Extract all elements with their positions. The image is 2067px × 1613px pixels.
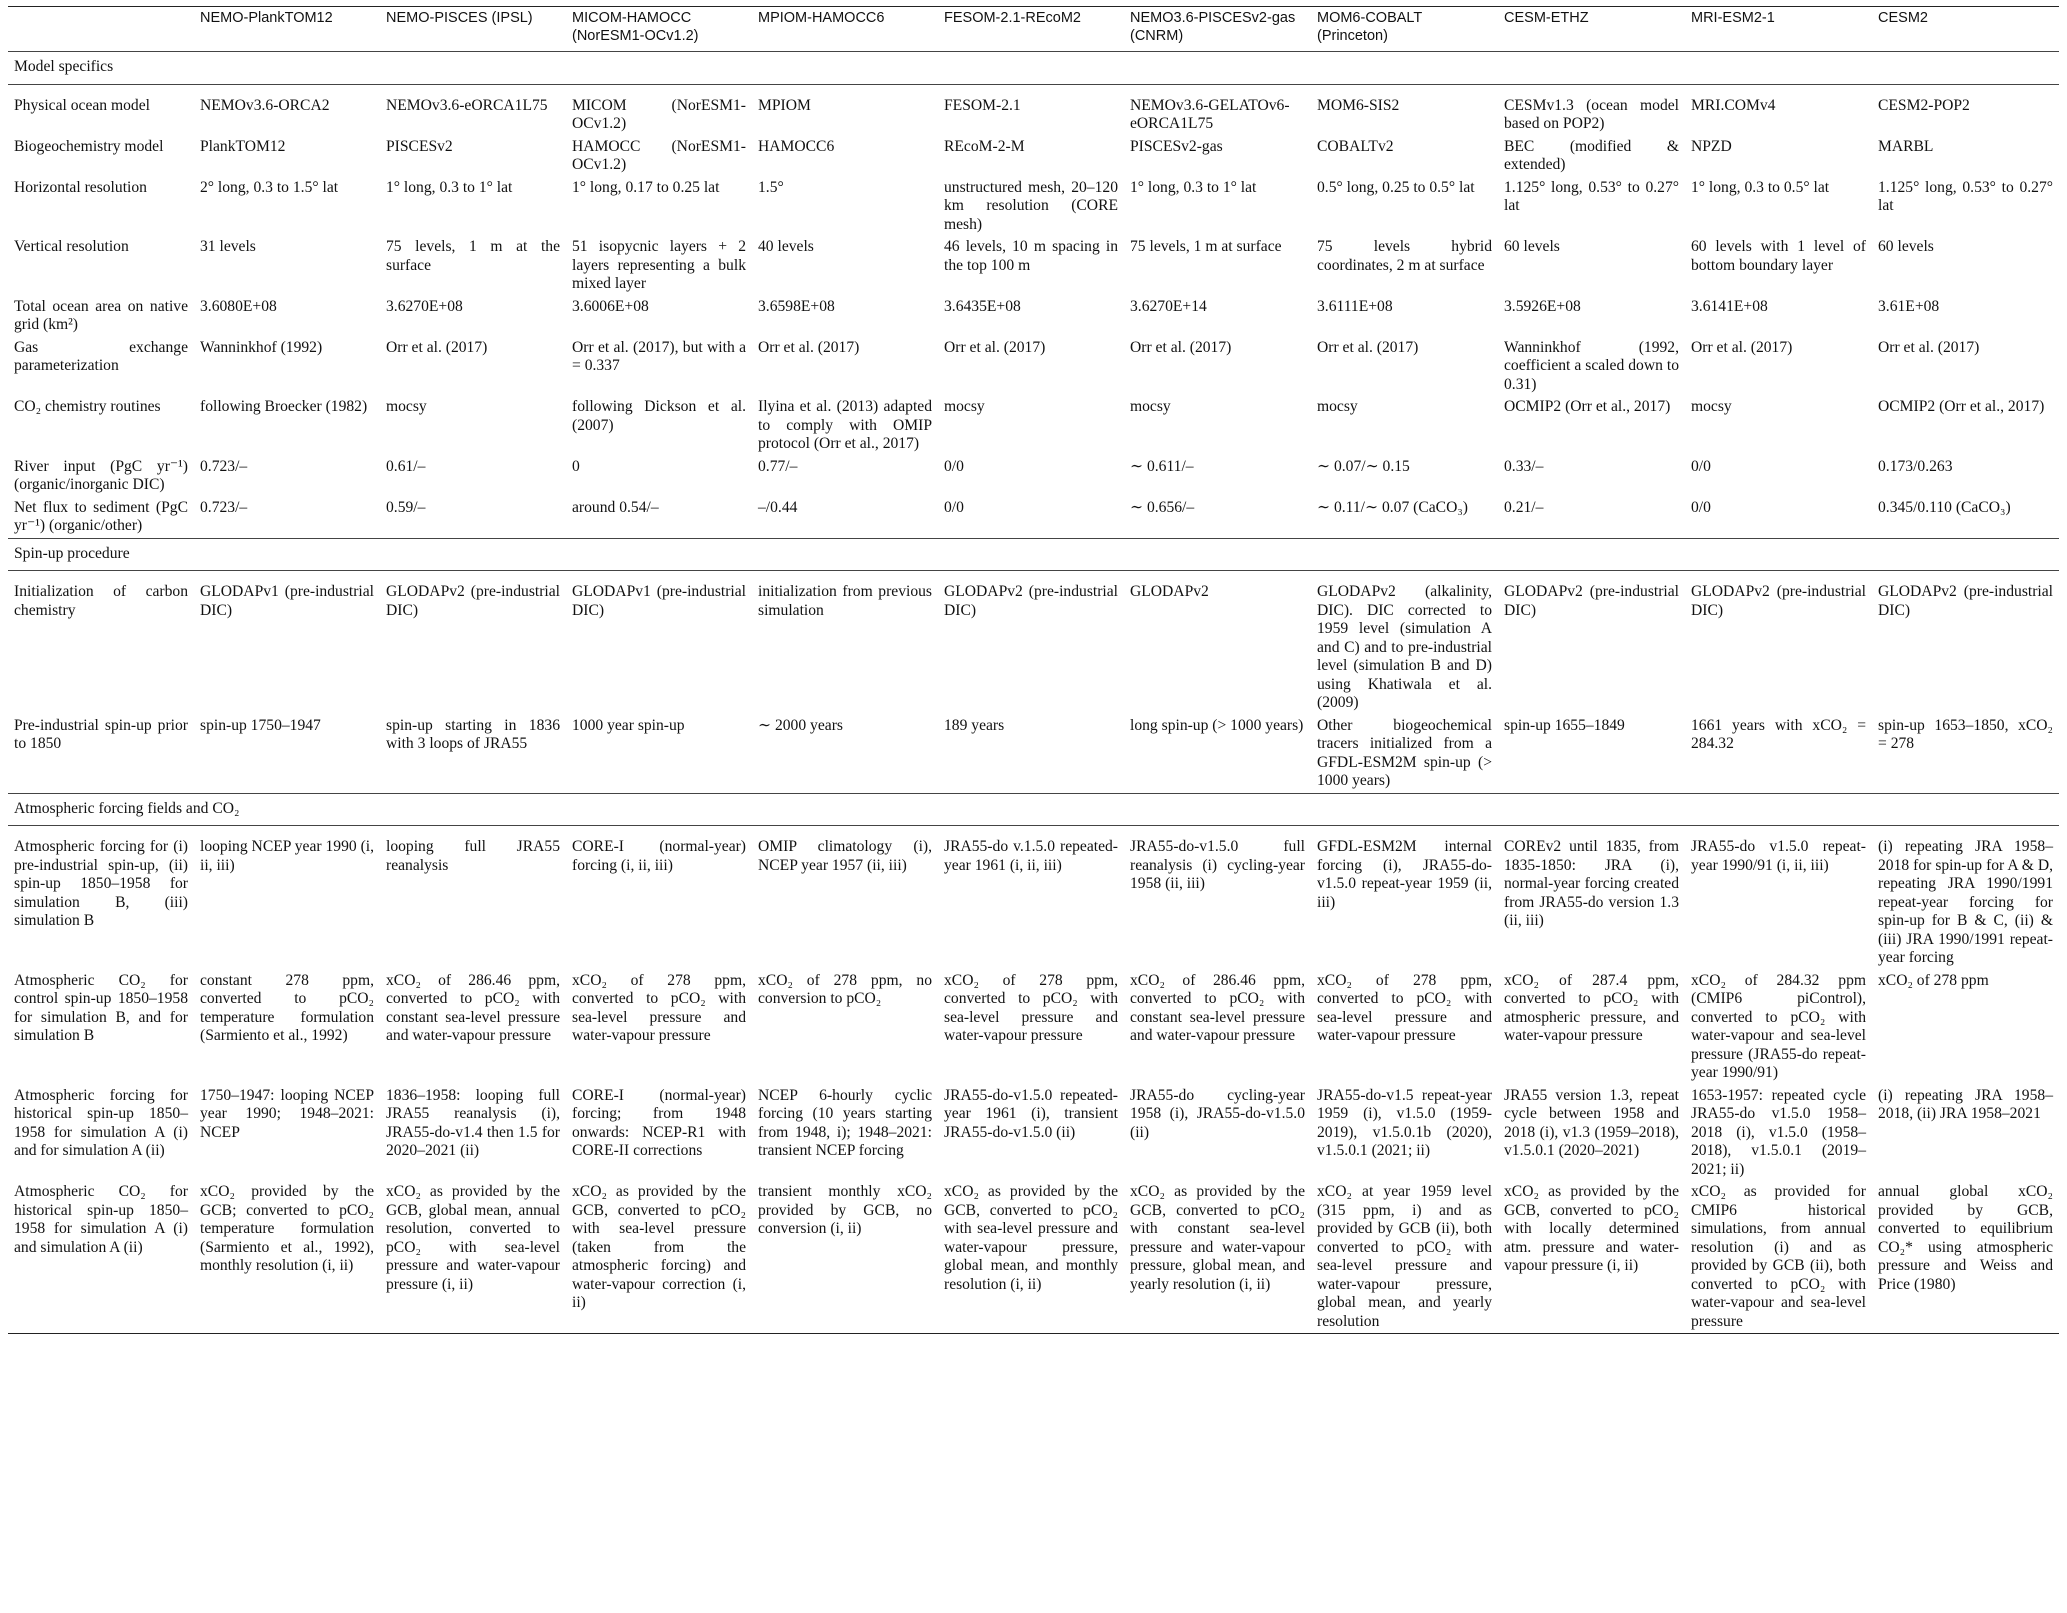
row-label: Horizontal resolution xyxy=(14,178,147,196)
table-cell: ∼ 0.07/∼ 0.15 xyxy=(1317,457,1410,475)
row-label: CO₂ chemistry routines xyxy=(14,398,161,415)
header-cell: MICOM-HAMOCC (NorESM1-OCv1.2) xyxy=(572,10,699,44)
header-cell: MRI-ESM2-1 xyxy=(1691,10,1775,26)
table-cell: 1836–1958: looping full JRA55 reanalysis (i), JRA55-do-v1.4 then 1.5 for 2020–2021 (ii) xyxy=(386,1086,560,1159)
model-comparison-table xyxy=(8,6,2059,1334)
table-cell: Orr et al. (2017) xyxy=(386,338,488,356)
table-cell: 0/0 xyxy=(944,457,964,475)
table-cell: 0.33/– xyxy=(1504,457,1544,475)
table-cell: 0.723/– xyxy=(200,457,248,475)
table-cell: spin-up starting in 1836 with 3 loops of JRA55 xyxy=(386,716,560,752)
table-cell: Orr et al. (2017) xyxy=(758,338,860,356)
header-cell: NEMO-PISCES (IPSL) xyxy=(386,10,533,26)
table-cell: FESOM-2.1 xyxy=(944,96,1021,114)
table-cell: REcoM-2-M xyxy=(944,137,1025,155)
table-cell: CESM2-POP2 xyxy=(1878,96,1970,114)
header-cell: NEMO3.6-PISCESv2-gas (CNRM) xyxy=(1130,10,1296,44)
table-cell: 40 levels xyxy=(758,238,814,255)
table-cell: GLODAPv2 (pre-industrial DIC) xyxy=(944,583,1118,619)
table-cell: 3.6598E+08 xyxy=(758,297,835,315)
table-row xyxy=(8,177,2059,237)
table-cell: JRA55 version 1.3, repeat cycle between 1958 and 2018 (i), v1.3 (1959–2018), v1.5.0.1 (2020–2021) xyxy=(1504,1086,1679,1159)
table-cell: 1.125° long, 0.53° to 0.27° lat xyxy=(1504,178,1679,214)
table-cell: CORE-I (normal-year) forcing; from 1948 onwards: NCEP-R1 with CORE-II corrections xyxy=(572,1086,746,1159)
table-cell: 1653-1957: repeated cycle JRA55-do v1.5.0 1958–2018 (i), v1.5.0 (1958–2018), v1.5.0.1 (2019–2021; ii) xyxy=(1691,1086,1866,1178)
table-cell: –/0.44 xyxy=(758,498,798,516)
table-cell: 46 levels, 10 m spacing in the top 100 m xyxy=(944,238,1118,274)
table-cell: GFDL-ESM2M internal forcing (i), JRA55-do-v1.5.0 repeat-year 1959 (ii, iii) xyxy=(1317,838,1492,911)
table-cell: HAMOCC6 xyxy=(758,137,835,155)
table-cell: NEMOv3.6-eORCA1L75 xyxy=(386,96,548,114)
table-cell: xCO₂ of 286.46 ppm, converted to pCO₂ with constant sea-level pressure and water-vapour pressure xyxy=(1130,971,1305,1044)
table-cell: JRA55-do-v1.5 repeat-year 1959 (i), v1.5.0 (1959-2019), v1.5.0.1b (2020), v1.5.0.1 (2021; ii) xyxy=(1317,1086,1492,1159)
table-cell: Ilyina et al. (2013) adapted to comply with OMIP protocol (Orr et al., 2017) xyxy=(758,398,932,452)
table-cell: Wanninkhof (1992, coefficient a scaled down to 0.31) xyxy=(1504,338,1679,393)
table-cell: CESMv1.3 (ocean model based on POP2) xyxy=(1504,96,1679,132)
table-cell: 1° long, 0.3 to 1° lat xyxy=(386,178,513,196)
table-cell: NEMOv3.6-GELATOv6-eORCA1L75 xyxy=(1130,96,1290,132)
table-row xyxy=(8,1181,2059,1334)
section-header-row xyxy=(8,538,2059,571)
table-cell: JRA55-do cycling-year 1958 (i), JRA55-do-v1.5.0 (ii) xyxy=(1130,1086,1305,1141)
row-label: Vertical resolution xyxy=(14,238,129,255)
table-row xyxy=(8,136,2059,177)
section-title: Model specifics xyxy=(8,52,2059,85)
row-label: Atmospheric forcing for historical spin-up 1850–1958 for simulation A (i) and for simulation A (ii) xyxy=(14,1086,188,1159)
table-cell: xCO₂ of 286.46 ppm, converted to pCO₂ with constant sea-level pressure and water-vapour pressure xyxy=(386,971,560,1044)
table-cell: 3.6080E+08 xyxy=(200,297,277,315)
table-cell: PISCESv2-gas xyxy=(1130,137,1223,155)
table-cell: 0.59/– xyxy=(386,498,426,516)
table-cell: mocsy xyxy=(1691,398,1732,415)
table-cell: around 0.54/– xyxy=(572,498,659,516)
table-cell: GLODAPv2 (pre-industrial DIC) xyxy=(1878,583,2053,619)
table-cell: xCO₂ as provided for CMIP6 historical simulations, from annual resolution (i) and as provided by GCB (ii), both converted to pCO₂ with water-vapour and sea-level pressure xyxy=(1691,1183,1866,1330)
table-cell: COBALTv2 xyxy=(1317,137,1394,155)
table-cell: GLODAPv2 (pre-industrial DIC) xyxy=(1504,583,1679,619)
table-cell: xCO₂ as provided by the GCB, converted to pCO₂ with constant sea-level pressure and water-vapour pressure, global mean, and yearly resolution (i, ii) xyxy=(1130,1183,1305,1293)
table-cell: MRI.COMv4 xyxy=(1691,96,1776,114)
table-cell: NCEP 6-hourly cyclic forcing (10 years starting from 1948, i); 1948–2021: transient NCEP forcing xyxy=(758,1086,932,1159)
table-cell: 1661 years with xCO₂ = 284.32 xyxy=(1691,716,1866,752)
table-row xyxy=(8,497,2059,539)
row-label: Pre-industrial spin-up prior to 1850 xyxy=(14,716,188,752)
table-cell: 1° long, 0.3 to 0.5° lat xyxy=(1691,178,1830,196)
table-cell: xCO₂ of 278 ppm, no conversion to pCO₂ xyxy=(758,971,932,1007)
row-label: Net flux to sediment (PgC yr⁻¹) (organic/other) xyxy=(14,498,188,534)
table-cell: NEMOv3.6-ORCA2 xyxy=(200,96,330,114)
table-cell: 0/0 xyxy=(944,498,964,516)
row-label: River input (PgC yr⁻¹) (organic/inorganic DIC) xyxy=(14,457,188,493)
table-cell: 1.5° xyxy=(758,178,784,196)
table-cell: following Broecker (1982) xyxy=(200,398,368,415)
table-cell: 3.6111E+08 xyxy=(1317,297,1393,315)
table-cell: looping NCEP year 1990 (i, ii, iii) xyxy=(200,838,374,874)
section-title: Atmospheric forcing fields and CO₂ xyxy=(8,793,2059,826)
table-cell: 0.77/– xyxy=(758,457,798,475)
table-cell: 0.173/0.263 xyxy=(1878,457,1953,475)
table-cell: PISCESv2 xyxy=(386,137,453,155)
table-cell: 1000 year spin-up xyxy=(572,716,685,734)
table-cell: 0.61/– xyxy=(386,457,426,475)
table-cell: BEC (modified & extended) xyxy=(1504,137,1679,173)
table-cell: GLODAPv2 (pre-industrial DIC) xyxy=(386,583,560,619)
header-cell: MPIOM-HAMOCC6 xyxy=(758,10,885,26)
table-cell: unstructured mesh, 20–120 km resolution (CORE mesh) xyxy=(944,178,1118,233)
table-cell: OCMIP2 (Orr et al., 2017) xyxy=(1878,398,2045,415)
table-cell: JRA55-do-v1.5.0 full reanalysis (i) cycling-year 1958 (ii, iii) xyxy=(1130,838,1305,892)
table-cell: 3.5926E+08 xyxy=(1504,297,1581,315)
table-row xyxy=(8,715,2059,794)
table-cell: 0.5° long, 0.25 to 0.5° lat xyxy=(1317,178,1475,196)
table-cell: ∼ 0.656/– xyxy=(1130,498,1195,516)
table-cell: GLODAPv1 (pre-industrial DIC) xyxy=(200,583,374,619)
table-cell: Orr et al. (2017) xyxy=(1317,338,1419,356)
header-cell: CESM-ETHZ xyxy=(1504,10,1589,26)
table-cell: 1.125° long, 0.53° to 0.27° lat xyxy=(1878,178,2053,214)
table-cell: Orr et al. (2017) xyxy=(944,338,1046,356)
table-cell: Orr et al. (2017) xyxy=(1691,338,1793,356)
table-cell: ∼ 0.611/– xyxy=(1130,457,1194,475)
section-header-row xyxy=(8,793,2059,826)
table-cell: xCO₂ of 278 ppm xyxy=(1878,971,1989,989)
table-cell: ∼ 2000 years xyxy=(758,716,843,734)
table-cell: (i) repeating JRA 1958–2018, (ii) JRA 1958–2021 xyxy=(1878,1086,2053,1122)
section-header-row xyxy=(8,52,2059,85)
table-cell: 3.6141E+08 xyxy=(1691,297,1768,315)
table-cell: 0.345/0.110 (CaCO₃) xyxy=(1878,498,2011,516)
header-cell: FESOM-2.1-REcoM2 xyxy=(944,10,1081,26)
table-cell: 60 levels xyxy=(1878,238,1934,255)
table-cell: 1750–1947: looping NCEP year 1990; 1948–2021: NCEP xyxy=(200,1086,374,1141)
table-cell: long spin-up (> 1000 years) xyxy=(1130,716,1304,734)
table-cell: 0/0 xyxy=(1691,457,1711,475)
table-cell: xCO₂ as provided by the GCB, converted to pCO₂ with locally determined atm. pressure and water-vapour pressure (i, ii) xyxy=(1504,1183,1679,1274)
table-cell: COREv2 until 1835, from 1835-1850: JRA (i), normal-year forcing created from JRA55-do version 1.3 (ii, iii) xyxy=(1504,838,1679,929)
table-cell: 3.6270E+08 xyxy=(386,297,463,315)
table-row xyxy=(8,296,2059,337)
table-cell: Orr et al. (2017) xyxy=(1878,338,1980,356)
table-cell: xCO₂ at year 1959 level (315 ppm, i) and as provided by GCB (ii), both converted to pCO₂ with sea-level pressure and water-vapour pressure, global mean, and yearly resolution xyxy=(1317,1183,1492,1330)
table-cell: 3.6435E+08 xyxy=(944,297,1021,315)
table-cell: spin-up 1750–1947 xyxy=(200,716,321,734)
table-cell: 0.21/– xyxy=(1504,498,1544,516)
table-cell: Wanninkhof (1992) xyxy=(200,338,323,356)
row-label: Atmospheric CO₂ for control spin-up 1850–1958 for simulation B, and for simulation B xyxy=(14,971,188,1044)
table-cell: GLODAPv2 xyxy=(1130,583,1209,600)
table-cell: OCMIP2 (Orr et al., 2017) xyxy=(1504,398,1671,415)
table-cell: JRA55-do v.1.5.0 repeated-year 1961 (i, ii, iii) xyxy=(944,838,1118,874)
row-label: Atmospheric forcing for (i) pre-industrial spin-up, (ii) spin-up 1850–1958 for simulation B, (iii) simulation B xyxy=(14,838,188,929)
row-label: Biogeochemistry model xyxy=(14,137,164,155)
table-cell: mocsy xyxy=(1130,398,1171,415)
table-cell: 60 levels xyxy=(1504,238,1560,255)
table-cell: xCO₂ as provided by the GCB, converted to pCO₂ with sea-level pressure (taken from the atmospheric forcing) and water-vapour correction (i, ii) xyxy=(572,1183,746,1311)
table-cell: annual global xCO₂ provided by GCB, converted to equilibrium CO₂* using atmospheric pressure and Weiss and Price (1980) xyxy=(1878,1183,2053,1293)
table-cell: 75 levels, 1 m at surface xyxy=(1130,238,1282,255)
table-cell: JRA55-do v1.5.0 repeat-year 1990/91 (i, ii, iii) xyxy=(1691,838,1866,874)
row-label: Physical ocean model xyxy=(14,96,150,114)
table-cell: 189 years xyxy=(944,716,1005,734)
table-cell: xCO₂ provided by the GCB; converted to pCO₂ temperature formulation (Sarmiento et al., 1992), monthly resolution (i, ii) xyxy=(200,1183,374,1274)
table-cell: 1° long, 0.3 to 1° lat xyxy=(1130,178,1257,196)
table-cell: spin-up 1655–1849 xyxy=(1504,716,1625,734)
table-cell: ∼ 0.11/∼ 0.07 (CaCO₃) xyxy=(1317,498,1468,516)
table-cell: mocsy xyxy=(1317,398,1358,415)
table-row xyxy=(8,1085,2059,1182)
row-label: Initialization of carbon chemistry xyxy=(14,583,188,619)
table-cell: following Dickson et al. (2007) xyxy=(572,398,746,434)
table-cell: xCO₂ of 278 ppm, converted to pCO₂ with sea-level pressure and water-vapour pressure xyxy=(1317,971,1492,1044)
table-cell: 3.6270E+14 xyxy=(1130,297,1207,315)
section-title: Spin-up procedure xyxy=(8,538,2059,571)
table-cell: MOM6-SIS2 xyxy=(1317,96,1400,114)
table-cell: xCO₂ of 278 ppm, converted to pCO₂ with sea-level pressure and water-vapour pressure xyxy=(944,971,1118,1044)
table-cell: 3.61E+08 xyxy=(1878,297,1940,315)
table-cell: 51 isopycnic layers + 2 layers representing a bulk mixed layer xyxy=(572,238,746,292)
table-cell: MARBL xyxy=(1878,137,1934,155)
table-row xyxy=(8,236,2059,296)
table-cell: initialization from previous simulation xyxy=(758,583,932,619)
header-cell: NEMO-PlankTOM12 xyxy=(200,10,333,26)
table-cell: OMIP climatology (i), NCEP year 1957 (ii, iii) xyxy=(758,838,932,874)
table-cell: JRA55-do-v1.5.0 repeated-year 1961 (i), transient JRA55-do-v1.5.0 (ii) xyxy=(944,1086,1118,1141)
table-row xyxy=(8,396,2059,456)
table-row xyxy=(8,337,2059,397)
table-cell: 0.723/– xyxy=(200,498,248,516)
table-cell: GLODAPv2 (pre-industrial DIC) xyxy=(1691,583,1866,619)
table-body xyxy=(8,52,2059,1334)
table-row xyxy=(8,571,2059,715)
table-cell: HAMOCC (NorESM1-OCv1.2) xyxy=(572,137,746,173)
table-cell: Other biogeochemical tracers initialized from a GFDL-ESM2M spin-up (> 1000 years) xyxy=(1317,716,1492,789)
table-cell: Orr et al. (2017) xyxy=(1130,338,1232,356)
table-cell: xCO₂ as provided by the GCB, global mean, annual resolution, converted to pCO₂ with sea-level pressure and water-vapour pressure (i, ii) xyxy=(386,1183,560,1293)
table-cell: transient monthly xCO₂ provided by GCB, no conversion (i, ii) xyxy=(758,1183,932,1237)
table-cell: 1° long, 0.17 to 0.25 lat xyxy=(572,178,720,196)
table-cell: xCO₂ as provided by the GCB, converted to pCO₂ with sea-level pressure and water-vapour pressure, global mean, and monthly resolution (i, ii) xyxy=(944,1183,1118,1293)
table-cell: 75 levels, 1 m at the surface xyxy=(386,238,560,274)
table-cell: CORE-I (normal-year) forcing (i, ii, iii) xyxy=(572,838,746,874)
table-cell: 0 xyxy=(572,457,580,475)
table-cell: mocsy xyxy=(944,398,985,415)
table-cell: 31 levels xyxy=(200,238,256,255)
table-cell: 75 levels hybrid coordinates, 2 m at surface xyxy=(1317,238,1492,274)
table-cell: xCO₂ of 284.32 ppm (CMIP6 piControl), converted to pCO₂ with water-vapour and sea-level pressure (JRA55-do repeat-year 1990/91) xyxy=(1691,971,1866,1081)
table-cell: looping full JRA55 reanalysis xyxy=(386,838,560,874)
table-cell: xCO₂ of 287.4 ppm, converted to pCO₂ with atmospheric pressure, and water-vapour pressure xyxy=(1504,971,1679,1044)
table-cell: 2° long, 0.3 to 1.5° lat xyxy=(200,178,339,196)
table-cell: mocsy xyxy=(386,398,427,415)
row-label: Atmospheric CO₂ for historical spin-up 1850–1958 for simulation A (i) and simulation A (ii) xyxy=(14,1183,188,1256)
table-cell: PlankTOM12 xyxy=(200,137,286,155)
table-cell: GLODAPv2 (alkalinity, DIC). DIC corrected to 1959 level (simulation A and C) and to pre-industrial level (simulation B and D) using Khatiwala et al. (2009) xyxy=(1317,583,1492,711)
table-row xyxy=(8,826,2059,970)
table-row xyxy=(8,970,2059,1085)
table-row xyxy=(8,456,2059,497)
table-cell: xCO₂ of 278 ppm, converted to pCO₂ with sea-level pressure and water-vapour pressure xyxy=(572,971,746,1044)
header-cell: CESM2 xyxy=(1878,10,1928,26)
header-row xyxy=(8,7,2059,52)
table-cell: NPZD xyxy=(1691,137,1732,155)
table-cell: MICOM (NorESM1-OCv1.2) xyxy=(572,96,746,132)
table-cell: GLODAPv1 (pre-industrial DIC) xyxy=(572,583,746,619)
table-cell: MPIOM xyxy=(758,96,811,114)
table-cell: spin-up 1653–1850, xCO₂ = 278 xyxy=(1878,716,2053,752)
table-cell: 3.6006E+08 xyxy=(572,297,649,315)
table-cell: constant 278 ppm, converted to pCO₂ temperature formulation (Sarmiento et al., 1992) xyxy=(200,971,374,1044)
table-cell: 0/0 xyxy=(1691,498,1711,516)
row-label: Total ocean area on native grid (km²) xyxy=(14,297,188,333)
table-cell: (i) repeating JRA 1958–2018 for spin-up for A & D, repeating JRA 1990/1991 repeat-year forcing for spin-up for B & C, (ii) & (iii) JRA 1990/1991 repeat-year forcing xyxy=(1878,838,2053,966)
table-row xyxy=(8,84,2059,136)
table-cell: 60 levels with 1 level of bottom boundary layer xyxy=(1691,238,1866,274)
row-label: Gas exchange parameterization xyxy=(14,338,188,374)
header-cell: MOM6-COBALT (Princeton) xyxy=(1317,10,1423,44)
header-cell xyxy=(8,7,194,52)
table-cell: Orr et al. (2017), but with a = 0.337 xyxy=(572,338,746,374)
